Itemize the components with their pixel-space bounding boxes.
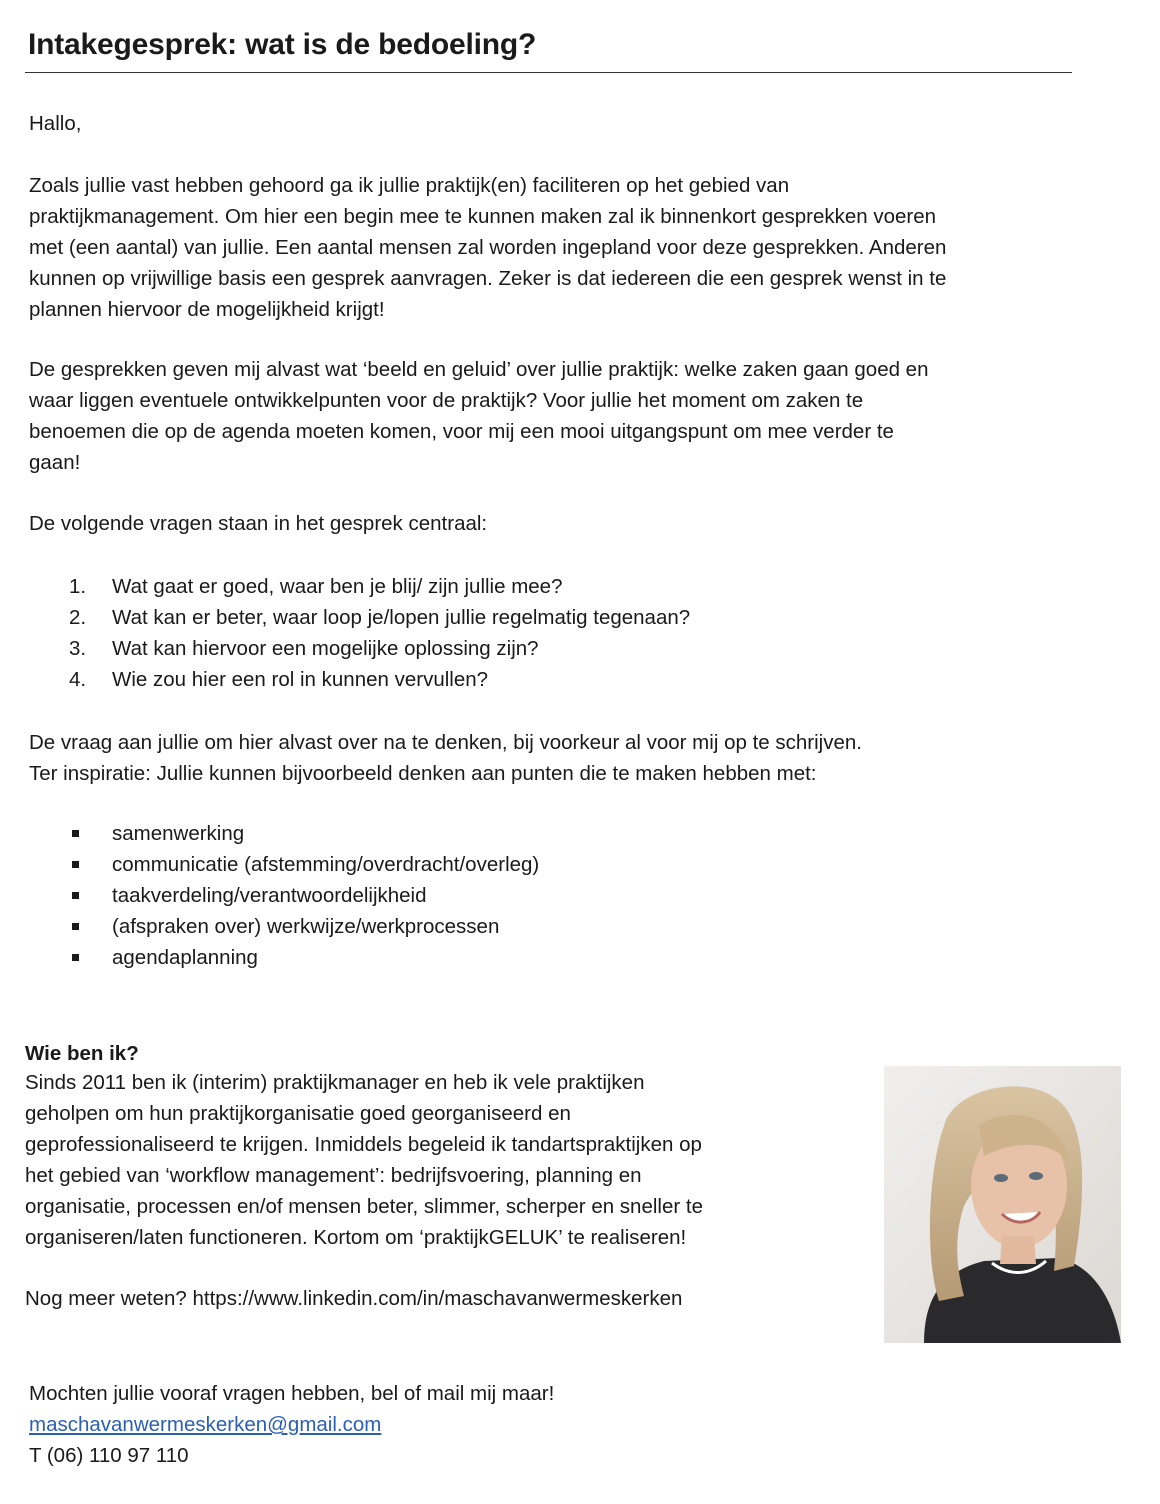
phone-number: T (06) 110 97 110: [29, 1444, 189, 1467]
page-title: Intakegesprek: wat is de bedoeling?: [28, 28, 537, 61]
request-paragraph: De vraag aan jullie om hier alvast over na te denken, bij voorkeur al voor mij op te schrijven. Ter inspiratie: Jullie kunnen bijvoorbeeld denken aan punten die te maken hebben met:: [29, 731, 862, 785]
list-item: 2. Wat kan er beter, waar loop je/lopen jullie regelmatig tegenaan?: [69, 606, 691, 629]
bullet-square-icon: [72, 954, 79, 961]
linkedin-line[interactable]: Nog meer weten? https://www.linkedin.com/in/maschavanwermeskerken: [25, 1287, 683, 1310]
bullet-square-icon: [72, 830, 79, 837]
list-item: 3. Wat kan hiervoor een mogelijke oplossing zijn?: [69, 637, 539, 660]
list-item: taakverdeling/verantwoordelijkheid: [0, 880, 539, 911]
portrait-photo: [884, 1066, 1121, 1343]
bullet-square-icon: [72, 861, 79, 868]
list-item: communicatie (afstemming/overdracht/overleg): [0, 849, 539, 880]
intro-paragraph: Zoals jullie vast hebben gehoord ga ik jullie praktijk(en) faciliteren op het gebied van praktijkmanagement. Om hier een begin mee te kunnen maken zal ik binnenkort gesprekken voeren met (een aantal) van jullie. Een aantal mensen zal worden ingepland voor deze gesprekken. Anderen kunnen op vrijwillige basis een gesprek aanvragen. Zeker is dat iedereen die een gesprek wenst in te plannen hiervoor de mogelijkheid krijgt!: [29, 174, 947, 321]
email-link[interactable]: maschavanwermeskerken@gmail.com: [29, 1413, 382, 1436]
bullet-square-icon: [72, 923, 79, 930]
portrait-illustration: [884, 1066, 1121, 1343]
list-item: agendaplanning: [0, 942, 539, 973]
title-divider: [25, 72, 1072, 73]
topics-list: [0, 818, 539, 973]
list-item: 4. Wie zou hier een rol in kunnen vervullen?: [69, 668, 489, 691]
about-heading: Wie ben ik?: [25, 1042, 139, 1065]
bullet-square-icon: [72, 892, 79, 899]
purpose-paragraph: De gesprekken geven mij alvast wat ‘beeld en geluid’ over jullie praktijk: welke zaken gaan goed en waar liggen eventuele ontwikkelpunten voor de praktijk? Voor jullie het moment om zaken te benoemen die op de agenda moeten komen, voor mij een mooi uitgangspunt om mee verder te gaan!: [29, 358, 929, 474]
questions-list: [0, 571, 690, 695]
list-item: (afspraken over) werkwijze/werkprocessen: [0, 911, 539, 942]
list-item: samenwerking: [0, 818, 539, 849]
contact-line: Mochten jullie vooraf vragen hebben, bel of mail mij maar!: [29, 1382, 555, 1405]
list-item: 1. Wat gaat er goed, waar ben je blij/ zijn jullie mee?: [69, 575, 563, 598]
about-paragraph: Sinds 2011 ben ik (interim) praktijkmanager en heb ik vele praktijken geholpen om hun praktijkorganisatie goed georganiseerd en geprofessionaliseerd te krijgen. Inmiddels begeleid ik tandartspraktijken op het gebied van ‘workflow management’: bedrijfsvoering, planning en organisatie, processen en/of mensen beter, slimmer, scherper en sneller te organiseren/laten functioneren. Kortom om ‘praktijkGELUK’ te realiseren!: [25, 1071, 703, 1249]
greeting: Hallo,: [29, 112, 82, 135]
questions-intro: De volgende vragen staan in het gesprek centraal:: [29, 512, 488, 535]
